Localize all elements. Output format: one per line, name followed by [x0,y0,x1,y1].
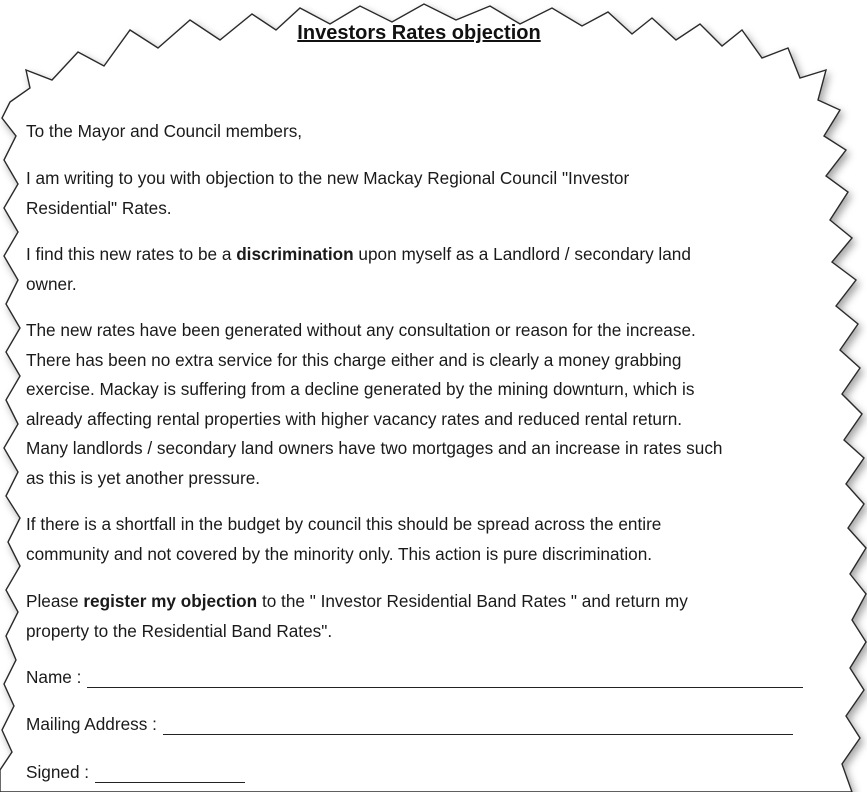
salutation: To the Mayor and Council members, [26,121,303,141]
paragraph-line: Please register my objection to the " Investor Residential Band Rates " and return my [26,591,688,611]
mailing-address-field[interactable] [26,714,793,735]
signed-label: Signed : [26,762,90,782]
paragraph-line: I am writing to you with objection to the new Mackay Regional Council "Investor [26,168,630,188]
paragraph-line: If there is a shortfall in the budget by council this should be spread across the entire [26,514,662,534]
document-title: Investors Rates objection [297,22,541,44]
paragraph-line: already affecting rental properties with higher vacancy rates and reduced rental return. [26,408,683,429]
paragraph-line: property to the Residential Band Rates". [26,620,333,641]
bold-discrimination: discrimination [236,244,354,264]
paragraph-line: Many landlords / secondary land owners have two mortgages and an increase in rates such [26,438,723,459]
name-label: Name : [26,667,82,687]
paragraph-line: community and not covered by the minority only. This action is pure discrimination. [26,543,653,564]
paragraph-line: as this is yet another pressure. [26,467,261,488]
mailing-address-line[interactable] [163,717,793,735]
name-field[interactable] [26,667,803,688]
bold-register-objection: register my objection [83,591,258,611]
paragraph-line: There has been no extra service for this charge either and is clearly a money grabbing [26,349,682,370]
paragraph-intro [26,164,629,223]
paragraph-request [26,587,688,646]
paragraph-shortfall [26,510,661,569]
paragraph-line: I find this new rates to be a discrimination upon myself as a Landlord / secondary land [26,244,691,264]
paragraph-line: The new rates have been generated without any consultation or reason for the increase. [26,320,696,340]
mailing-address-label: Mailing Address : [26,714,157,734]
paragraph-line: Residential" Rates. [26,197,172,218]
paragraph-line: exercise. Mackay is suffering from a decline generated by the mining downturn, which is [26,379,695,400]
paragraph-line: owner. [26,273,77,294]
name-line[interactable] [87,670,803,688]
paragraph-reasons [26,316,722,494]
signed-line[interactable] [95,765,245,783]
paragraph-discrimination [26,240,691,299]
signed-field[interactable] [26,762,245,783]
